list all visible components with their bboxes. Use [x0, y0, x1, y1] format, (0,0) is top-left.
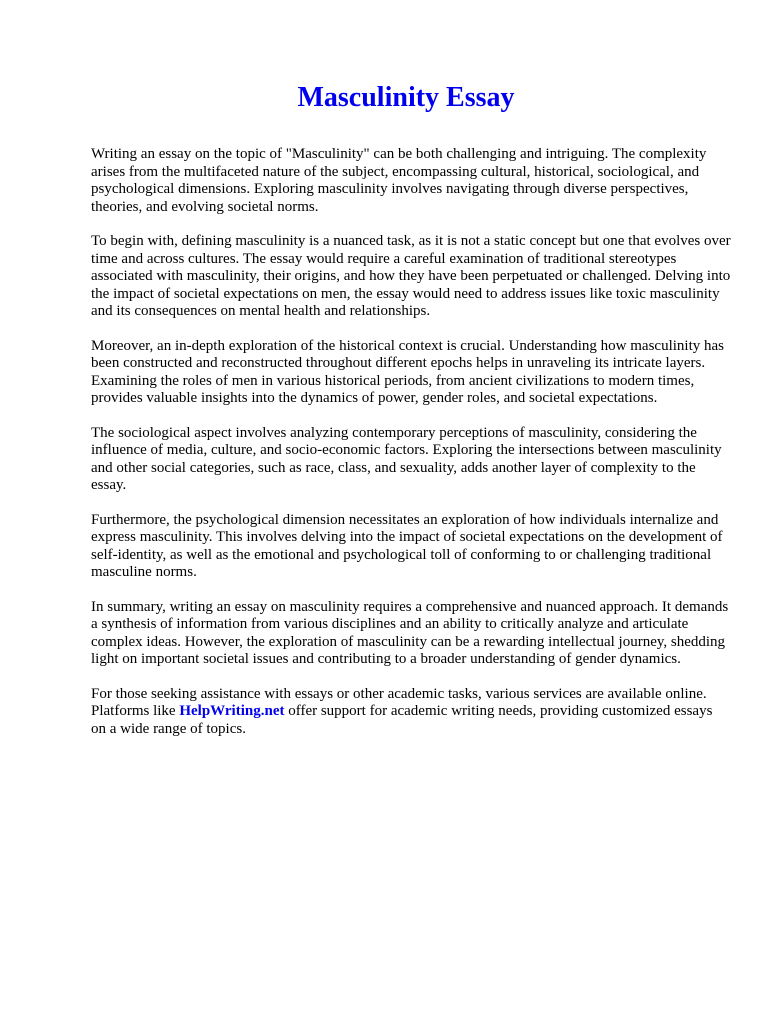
helpwriting-link[interactable]: HelpWriting.net: [179, 703, 285, 719]
assistance-text-before: For those seeking assistance with essays or other academic tasks, various services are available online. Platforms like: [91, 685, 707, 719]
paragraph-definition: To begin with, defining masculinity is a nuanced task, as it is not a static concept but one that evolves over time and across cultures. The essay would require a careful examination of traditional stereotypes associated with masculinity, their origins, and how they have been perpetuated or challenged. Delving into the impact of societal expectations on men, the essay would need to address issues like toxic masculinity and its consequences on mental health and relationships.: [91, 233, 731, 319]
paragraph-summary: In summary, writing an essay on masculinity requires a comprehensive and nuanced approach. It demands a synthesis of information from various disciplines and an ability to critically analyze and articulate complex ideas. However, the exploration of masculinity can be a rewarding intellectual journey, shedding light on important societal issues and contributing to a broader understanding of gender dynamics.: [91, 598, 729, 667]
essay-body: [91, 146, 731, 755]
page-title: Masculinity Essay: [297, 82, 515, 113]
paragraph-sociological: The sociological aspect involves analyzing contemporary perceptions of masculinity, considering the influence of media, culture, and socio-economic factors. Exploring the intersections between masculinity and other social categories, such as race, class, and sexuality, adds another layer of complexity to the essay.: [91, 424, 722, 493]
paragraph-assistance: [91, 686, 731, 739]
paragraph-psychological: Furthermore, the psychological dimension necessitates an exploration of how individuals internalize and express masculinity. This involves delving into the impact of societal expectations on the development of self-identity, as well as the emotional and psychological toll of conforming to or challenging traditional masculine norms.: [91, 511, 723, 580]
assistance-text-after: offer support for academic writing needs, providing customized essays on a wide range of topics.: [91, 703, 713, 737]
paragraph-intro: Writing an essay on the topic of "Masculinity" can be both challenging and intriguing. The complexity arises from the multifaceted nature of the subject, encompassing cultural, historical, sociological, and psychological dimensions. Exploring masculinity involves navigating through diverse perspectives, theories, and evolving societal norms.: [91, 146, 707, 215]
paragraph-historical: Moreover, an in-depth exploration of the historical context is crucial. Understanding how masculinity has been constructed and reconstructed throughout different epochs helps in unraveling its intricate layers. Examining the roles of men in various historical periods, from ancient civilizations to modern times, provides valuable insights into the dynamics of power, gender roles, and societal expectations.: [91, 337, 724, 406]
